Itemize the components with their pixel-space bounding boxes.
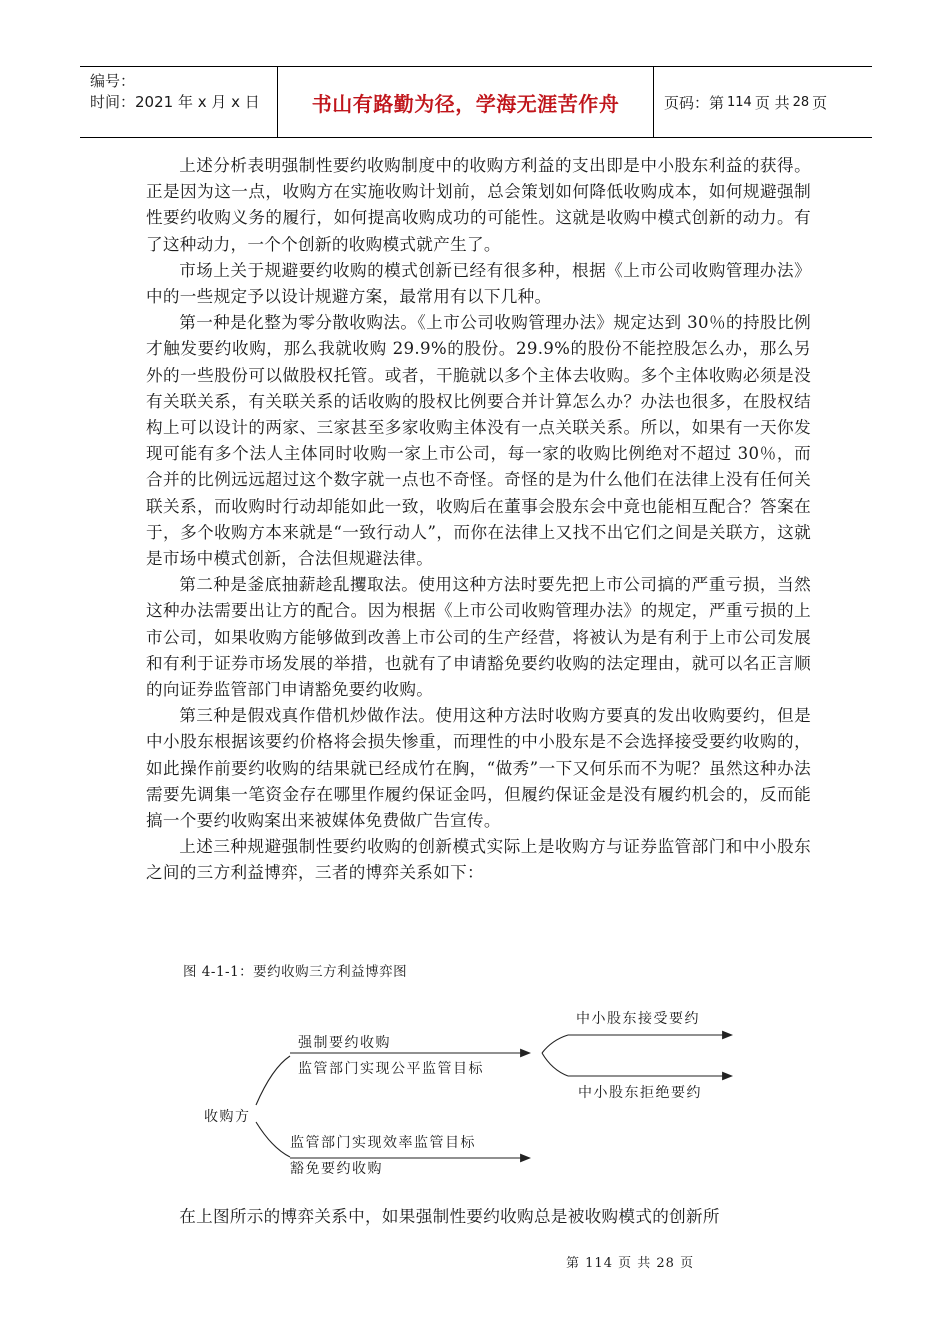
upper-branch-top-label: 强制要约收购 <box>298 1035 391 1051</box>
paragraph: 上述分析表明强制性要约收购制度中的收购方利益的支出即是中小股东利益的获得。正是因为这一点，收购方在实施收购计划前，总会策划如何降低收购成本，如何规避强制性要约收购义务的履行，如何提高收购成功的可能性。这就是收购中模式创新的动力。有了这种动力，一个个创新的收购模式就产生了。 <box>146 156 811 254</box>
footer-prefix: 第 <box>566 1256 581 1271</box>
document-time: 时间：2021 年 x 月 x 日 <box>90 93 260 111</box>
upper-branch-bottom-label: 监管部门实现公平监管目标 <box>298 1061 484 1077</box>
header-meta <box>80 67 278 137</box>
page-header <box>80 66 872 138</box>
accept-curve <box>542 1035 568 1053</box>
body-text <box>146 153 811 887</box>
root-label: 收购方 <box>204 1109 251 1125</box>
paragraph: 第一种是化整为零分散收购法。《上市公司收购管理办法》规定达到 30％的持股比例才触发要约收购，那么我就收购 29.9%的股份。29.9%的股份不能控股怎么办，那么另外的一些股份可以做股权托管。或者，干脆就以多个主体去收购。多个主体收购必须是没有关联关系，有关联关系的话收购的股权比例要合并计算怎么办？办法也很多，在股权结构上可以设计的两家、三家甚至多家收购主体没有一点关联关系。所以，如果有一天你发现可能有多个法人主体同时收购一家上市公司，每一家的收购比例绝对不超过 30％，而合并的比例远远超过这个数字就一点也不奇怪。奇怪的是为什么他们在法律上没有任何关联关系，而收购时行动却能如此一致，收购后在董事会股东会中竟也能相互配合？答案在于，多个收购方本来就是“一致行动人”，而你在法律上又找不出它们之间是关联方，这就是市场中模式创新，合法但规避法律。 <box>146 313 811 569</box>
reject-curve <box>542 1053 568 1076</box>
page-footer <box>566 1252 694 1271</box>
upper-branch-curve <box>256 1056 290 1105</box>
game-tree-diagram <box>190 1000 750 1190</box>
lower-branch-curve <box>256 1122 290 1157</box>
header-motto: 书山有路勤为径，学海无涯苦作舟 <box>278 67 654 137</box>
footer-mid: 页 共 <box>618 1256 652 1271</box>
footer-total: 28 <box>656 1256 675 1271</box>
footer-suffix: 页 <box>680 1256 695 1271</box>
page-current: 114 <box>727 94 752 110</box>
outcome-reject-label: 中小股东拒绝要约 <box>578 1085 702 1101</box>
page-prefix: 页码：第 <box>664 93 725 112</box>
paragraph: 上述三种规避强制性要约收购的创新模式实际上是收购方与证券监管部门和中小股东之间的三方利益博弈，三者的博弈关系如下： <box>146 837 811 883</box>
page-total: 28 <box>792 94 810 110</box>
paragraph: 第二种是釜底抽薪趁乱攫取法。使用这种方法时要先把上市公司搞的严重亏损，当然这种办法需要出让方的配合。因为根据《上市公司收购管理办法》的规定，严重亏损的上市公司，如果收购方能够做到改善上市公司的生产经营，将被认为是有利于上市公司发展和有利于证券市场发展的举措，也就有了申请豁免要约收购的法定理由，就可以名正言顺的向证券监管部门申请豁免要约收购。 <box>146 575 811 700</box>
footer-current: 114 <box>585 1256 613 1271</box>
page-mid: 页 共 <box>754 93 790 112</box>
paragraph-continuation: 在上图所示的博弈关系中，如果强制性要约收购总是被收购模式的创新所 <box>179 1207 720 1226</box>
paragraph: 第三种是假戏真作借机炒做作法。使用这种方法时收购方要真的发出收购要约，但是中小股东根据该要约价格将会损失惨重，而理性的中小股东是不会选择接受要约收购的，如此操作前要约收购的结果就已经成竹在胸，“做秀”一下又何乐而不为呢？虽然这种办法需要先调集一笔资金存在哪里作履约保证金吗，但履约保证金是没有履约机会的，反而能搞一个要约收购案出来被媒体免费做广告宣传。 <box>146 706 811 831</box>
header-page-info <box>654 67 872 137</box>
lower-branch-bottom-label: 豁免要约收购 <box>290 1161 383 1177</box>
paragraph: 市场上关于规避要约收购的模式创新已经有很多种，根据《上市公司收购管理办法》中的一些规定予以设计规避方案，最常用有以下几种。 <box>146 260 811 307</box>
figure-caption: 图 4-1-1：要约收购三方利益博弈图 <box>183 964 408 980</box>
document-number-label: 编号： <box>90 72 136 90</box>
lower-branch-top-label: 监管部门实现效率监管目标 <box>290 1135 476 1151</box>
page-suffix: 页 <box>812 93 828 112</box>
outcome-accept-label: 中小股东接受要约 <box>576 1011 700 1027</box>
